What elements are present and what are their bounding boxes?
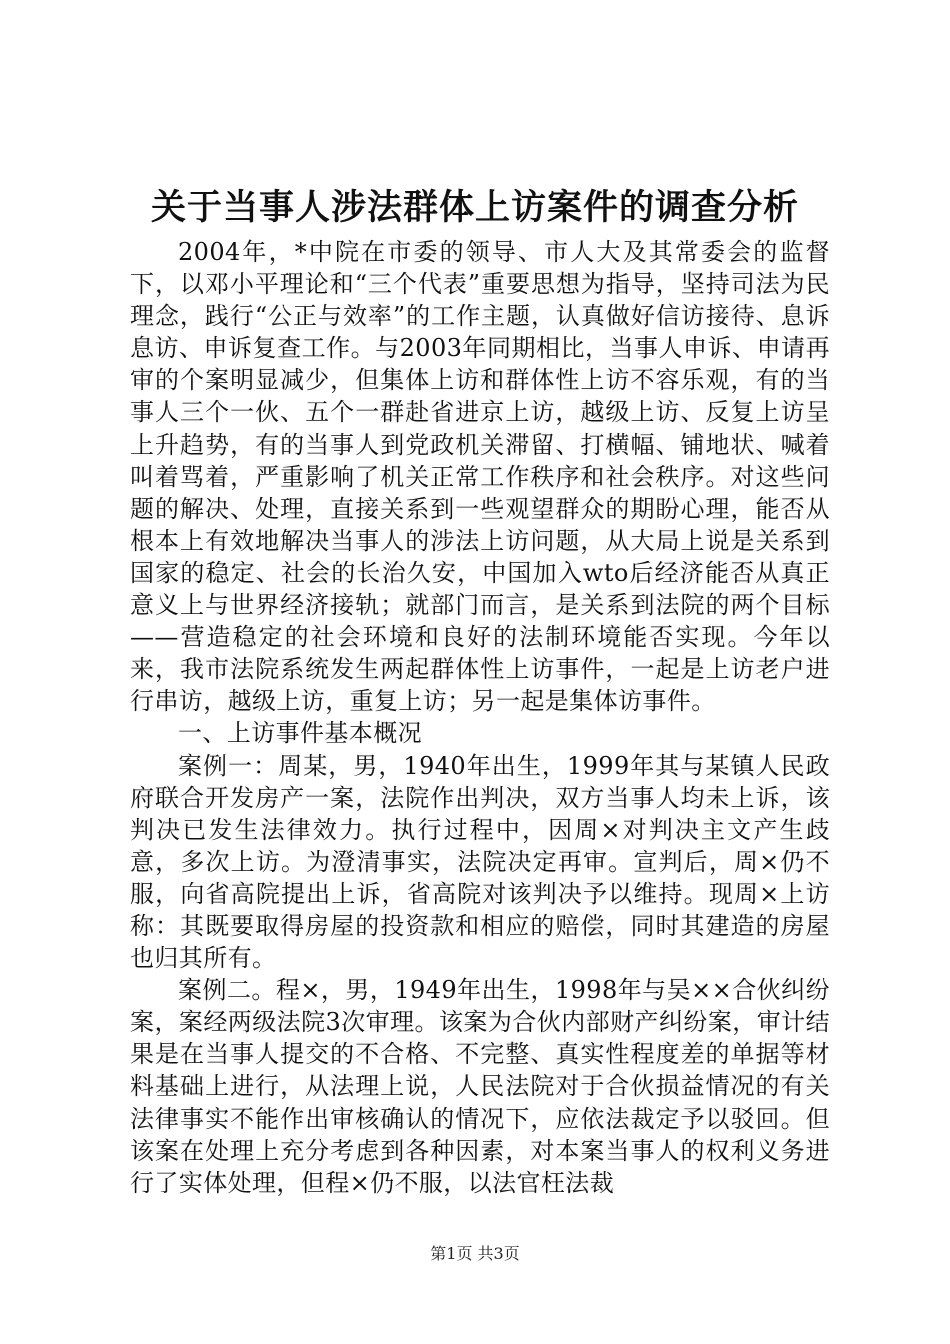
page-footer: 第1页 共3页 [430,1244,520,1263]
document-body [130,236,830,1199]
section-heading-overview: 一、上访事件基本概况 [178,719,422,748]
paragraph-case-two: 案例二。程×，男，1949年出生，1998年与吴××合伙纠纷案，案经两级法院3次审理。该案为合伙内部财产纠纷案，审计结果是在当事人提交的不合格、不完整、真实性程度差的单据等材料基础上进行，从法理上说，人民法院对于合伙损益情况的有关法律事实不能作出审核确认的情况下，应依法裁定予以驳回。但该案在处理上充分考虑到各种因素，对本案当事人的权利义务进行了实体处理，但程×仍不服，以法官枉法裁 [130,976,830,1197]
document-title: 关于当事人涉法群体上访案件的调查分析 [150,187,799,228]
paragraph-intro: 2004年，*中院在市委的领导、市人大及其常委会的监督下，以邓小平理论和“三个代表”重要思想为指导，坚持司法为民理念，践行“公正与效率”的工作主题，认真做好信访接待、息诉息访、申诉复查工作。与2003年同期相比，当事人申诉、申请再审的个案明显减少，但集体上访和群体性上访不容乐观，有的当事人三个一伙、五个一群赴省进京上访，越级上访、反复上访呈上升趋势，有的当事人到党政机关滞留、打横幅、铺地状、喊着叫着骂着，严重影响了机关正常工作秩序和社会秩序。对这些问题的解决、处理，直接关系到一些观望群众的期盼心理，能否从根本上有效地解决当事人的涉法上访问题，从大局上说是关系到国家的稳定、社会的长治久安，中国加入wto后经济能否从真正意义上与世界经济接轨；就部门而言，是关系到法院的两个目标——营造稳定的社会环境和良好的法制环境能否实现。今年以来，我市法院系统发生两起群体性上访事件，一起是上访老户进行串访，越级上访，重复上访；另一起是集体访事件。 [130,238,830,716]
paragraph-case-one: 案例一：周某，男，1940年出生，1999年其与某镇人民政府联合开发房产一案，法院作出判决，双方当事人均未上诉，该判决已发生法律效力。执行过程中，因周×对判决主文产生歧意，多次上访。为澄清事实，法院决定再审。宣判后，周×仍不服，向省高院提出上诉，省高院对该判决予以维持。现周×上访称：其既要取得房屋的投资款和相应的赔偿，同时其建造的房屋也归其所有。 [130,751,830,973]
